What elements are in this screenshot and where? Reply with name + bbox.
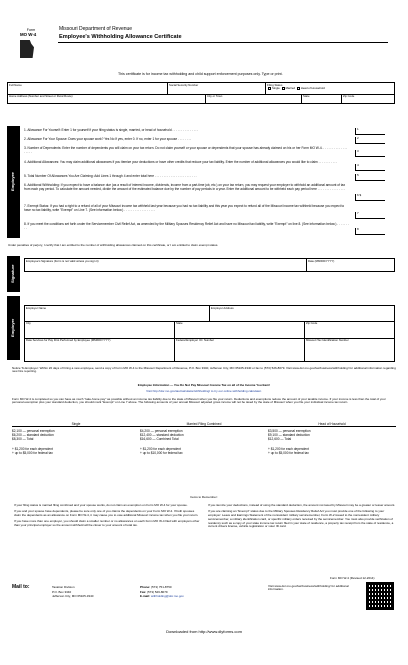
mail-line: Taxation Division [52,585,75,589]
line-6 [24,183,349,191]
phone-value: (573) 751-8750 [151,585,172,589]
agency-name: Missouri Department of Revenue [59,26,133,32]
line-4-text: 4. Additional Allowances: You may claim additional allowances if you itemize your deductions or have other credits that reduce your tax liability. Enter the number of additional allowances you would like to claim . . . . . . . . . . . [24,160,338,164]
employee-info-body: Form MO W-4 is completed so you can have as much "take-home pay" as possible without an income tax liability due to the state of Missouri when you file your return. Deductions and exemptions reduce the amount of your taxable income. If your income is less than the total of your personal exemption plus your standard deduction, you should mark "Exempt" on Line 7 above. The following amounts of your annual Missouri adjusted gross income will not be taxed by the state of Missouri when you file your individual income tax return. [12,397,386,405]
mail-line: Jefferson City, MO 65105-3340 [52,594,94,598]
line-6-text: 6. Additional Withholding: If you expect to have a balance due (as a result of interest income, dividends, income from a part-time job, etc.) on your tax return, you may request your employer to withhold an additional amount of tax from each pay period. To calculate the amount needed, divide the amount of the estimated balance due by the number of pay periods in a year. Enter the additional amount to be withheld each pay period here . . . . . . . . . . . . . . . . [24,183,346,191]
contact-info [140,585,184,599]
fax-value: (573) 526-8079 [147,589,168,594]
table-header-married: Married Filing Combined [140,422,268,427]
employer-city-label: City [26,321,31,325]
table-cell: $4,200 — personal exemption [140,429,183,434]
form-title: Employee's Withholding Allowance Certificate [59,34,182,40]
remember-item: If you have more than one employer, you should claim a smaller number or no allowances on each Form MO W-4 filed with employers other than your principal employer so the amount withheld will be closer to your amount of total tax. [14,518,200,527]
missouri-map-icon [20,40,34,58]
line-2-text: 2. Allowance For Your Spouse: Does your spouse work? Yes No If yes, enter 0. If no, enter 1 for your spouse . . . . . . . . [24,137,192,141]
employee-info-heading: Employee Information — You Do Not Pay Missouri Income Tax on all of the Income You Earn! [137,383,271,387]
ssn-field[interactable] [168,83,266,94]
employer-side-text: Employer [10,318,16,338]
table-col-single [12,422,140,455]
employer-zip-field[interactable] [305,321,395,338]
line-2-input[interactable] [355,137,385,144]
fein-label: Federal Employer I.D. Number [176,338,214,342]
line-2-num: 2 [357,136,359,140]
start-date-field[interactable] [25,338,175,362]
remember-heading: Items to Remember: [190,495,218,499]
line-8-input[interactable] [355,228,385,235]
home-address-label: Home Address (Number and Street or Rural Route) [9,94,73,98]
employer-side-label [7,296,20,360]
fein-field[interactable] [175,338,305,362]
employer-state-label: State [176,321,183,325]
city-field[interactable] [206,94,302,104]
ssn-label: Social Security Number [169,83,199,87]
full-name-field[interactable] [8,83,168,94]
table-cell: + $1,200 for each dependent [12,446,53,451]
table-cell: $2,100 — personal exemption [12,429,55,434]
table-cell: $8,300 — Total [12,437,34,442]
single-checkbox[interactable] [268,87,271,90]
taxpayer-info-box [7,82,395,104]
signature-side-text: Signature [10,264,16,284]
line-8 [24,222,349,230]
form-code: Form MO W-4 (Revised 12-2014) [330,576,375,580]
married-label: Married [285,86,296,91]
line-7-input[interactable] [355,212,385,219]
line-1-input[interactable] [355,128,385,135]
form-word: Form [26,28,36,32]
zip-field[interactable] [342,94,394,104]
mo-tax-id-field[interactable] [305,338,395,362]
table-header-hoh: Head of Household [268,422,396,427]
line-1-num: 1 [357,127,359,131]
line-3-text: 3. Number of Dependents: Enter the number of dependents you will claim on your tax return. Do not claim yourself or your spouse or dependents that your spouse has already claimed on his or her Form MO W-4. . . . . . . . . . . . . . . . . . . . [24,146,348,154]
zip-label: Zip Code [343,94,355,98]
hoh-checkbox[interactable] [297,87,300,90]
table-col-married [140,422,268,455]
remember-item: If you are claiming an "Exempt" status due to the Military Spouses Residency Relief Act you must provide one of the following to your employer: Leave and Earnings Statement of the nonresident military servicemember, Form W-2 issued to the nonresident military servicemember, a military identification card, or specific military orders received by the servicemember. You must also provide verification of residency such as a copy of your state income tax return filed in your state of residence, a property tax receipt from the state of residence, a current drivers license, vehicle registration or voter ID card. [208,508,394,529]
line-4 [24,160,349,164]
line-5-num: 5 [357,173,359,177]
employee-side-label [7,126,20,238]
remember-left [14,504,200,527]
table-cell: + $1,200 for each dependent [268,446,309,451]
employer-name-label: Employer Name [26,306,47,310]
filing-status-field [266,83,394,94]
table-cell: $6,200 — standard deduction [12,433,54,438]
line-7-num: 7 [357,211,359,215]
table-cell: $3,500 — personal exemption [268,429,311,434]
form-id [20,28,42,37]
remember-item: If you and your spouse have dependents, please be sure only one of you claims the dependents on your Form MO W-4. If both spouses claim the dependents as an allowance on Form MO W-4, it may cause you to owe additional Missouri income tax when you file your return. [14,508,199,517]
allowance-lines [24,128,395,238]
line-4-num: 4 [357,163,359,167]
employer-state-field[interactable] [175,321,305,338]
mail-address [52,585,93,599]
state-field[interactable] [302,94,342,104]
employee-signature-label: Employee's Signature (Form is not valid unless you sign it) [26,259,99,263]
employer-city-field[interactable] [25,321,175,338]
home-address-field[interactable] [8,94,206,104]
email-label: E-mail: [140,594,151,598]
employer-address-field[interactable] [210,306,395,321]
table-cell: $12,600 — Total [268,437,292,442]
calculator-link[interactable]: Visit http://dor.mo.gov/tax/calculator/withholding/ to try our online withholding calculator. [146,389,262,393]
remember-right [208,504,396,529]
remember-item: If you itemize your deductions, instead of using the standard deduction, the amount not taxed by Missouri may be a greater or lesser amount. [208,503,396,507]
line-8-num: 8 [357,227,359,231]
table-cell: $12,400 — standard deduction [140,433,184,438]
hoh-label: Head of Household [300,86,325,91]
email-value[interactable]: withholding@dor.mo.gov [150,594,184,598]
line-6-input[interactable] [355,194,385,201]
table-cell: + up to $5,000 for federal tax [268,450,309,455]
employer-box [24,305,395,362]
signature-date-label: Date (MM/DD/YYYY) [308,259,335,263]
line-3-input[interactable] [355,150,385,157]
table-cell: + $1,200 for each dependent [140,446,181,451]
remember-item: If your filing status is married filing combined and your spouse works, do not claim an exemption on Form MO W-4 for your spouse. [14,503,188,507]
line-5 [24,174,349,178]
qr-code-icon[interactable] [366,582,394,610]
employee-side-text: Employee [10,172,16,192]
table-cell: + up to $5,000 for federal tax [12,450,53,455]
visit-website[interactable]: Visit www.dor.mo.gov/tax/business/withholding/ for additional information. [268,584,349,592]
employee-signature-field[interactable] [25,259,307,272]
line-7 [24,204,349,212]
table-col-hoh [268,422,396,455]
header-rule [58,42,388,43]
single-label: Single [272,86,280,91]
line-7-text: 7. Exempt Status: If you had a right to a refund of all of your Missouri income tax withheld last year because you had no tax liability and this year you expect to refund all of the Missouri income tax withheld because you expect to have no tax liability, write "Exempt" on Line 7. (See information below.) . . . . . . . . . . . . . . . . . . [24,204,345,212]
perjury-statement: Under penalties of perjury, I certify that I am entitled to the number of withholding allowances claimed on this certificate, or I am entitled to claim exempt status. [8,243,219,247]
line-2 [24,137,349,141]
table-cell: $9,100 — standard deduction [268,433,310,438]
line-8-text: 8. If you meet the conditions set forth under the Servicemember Civil Relief Act, as amended by the Military Spouses Residency Relief Act and have no Missouri tax liability, write "Exempt" on line 8. (See information below.) . . . . . . . . . [24,222,349,230]
table-cell: $16,600 — Combined Total [140,437,179,442]
mail-line: P.O. Box 3340 [52,589,72,594]
form-number: MO W-4 [20,32,37,38]
state-label: State [303,94,310,98]
mail-to-label: Mail to: [12,584,30,590]
mo-tax-id-label: Missouri Tax Identification Number [306,338,349,342]
line-5-text: 5. Total Number Of Allowances You Are Claiming: Add Lines 1 through 4 and enter total here . . . . . . . . . . . . . . . . . . . . . . . . [24,174,197,178]
city-label: City or Town [207,94,223,98]
employer-address-label: Employer Address [211,306,234,310]
line-4-input[interactable] [355,164,385,171]
phone-label: Phone: [140,585,151,589]
married-checkbox[interactable] [282,87,285,90]
line-3-num: 3 [357,149,359,153]
line-5-input[interactable] [355,174,385,181]
start-date-label: Date Services for Pay First Performed by Employee (MM/DD/YYYY) [26,338,111,342]
line-3 [24,146,349,154]
exemption-table [12,422,396,478]
full-name-label: Full Name [9,83,22,87]
employer-zip-label: Zip Code [306,321,318,325]
line-1 [24,128,349,132]
line-1-text: 1. Allowance For Yourself: Enter 1 for yourself if your filing status is single, married, or head of household . . . . . . . . . . . . . . . [24,128,199,132]
signature-date-field[interactable] [307,259,395,272]
table-header-single: Single [12,422,140,427]
signature-box [24,258,395,272]
filing-status-label: Filing Status [267,83,283,87]
signature-side-label [7,256,20,292]
download-footer[interactable]: Downloaded from http://www.dlyforms.com [166,629,242,634]
notice-to-employer: Notice To Employer: Within 20 days of hiring a new employee, send a copy of Form MO W-4 to the Missouri Department of Revenue, P.O. Box 3340, Jefferson City, MO 65105-3340 or fax to (573) 526-8079. Visit www.dor.mo.gov/tax/business/withholding/ for additional information regarding new hire reporting. [12,366,396,374]
employer-name-field[interactable] [25,306,210,321]
intro-text: This certificate is for income tax withholding and child support enforcement purposes only. Type or print. [118,72,283,76]
fax-label: Fax: [140,589,147,594]
line-6-num: 6 $ [357,193,362,197]
table-cell: + up to $10,000 for federal tax [140,450,183,455]
